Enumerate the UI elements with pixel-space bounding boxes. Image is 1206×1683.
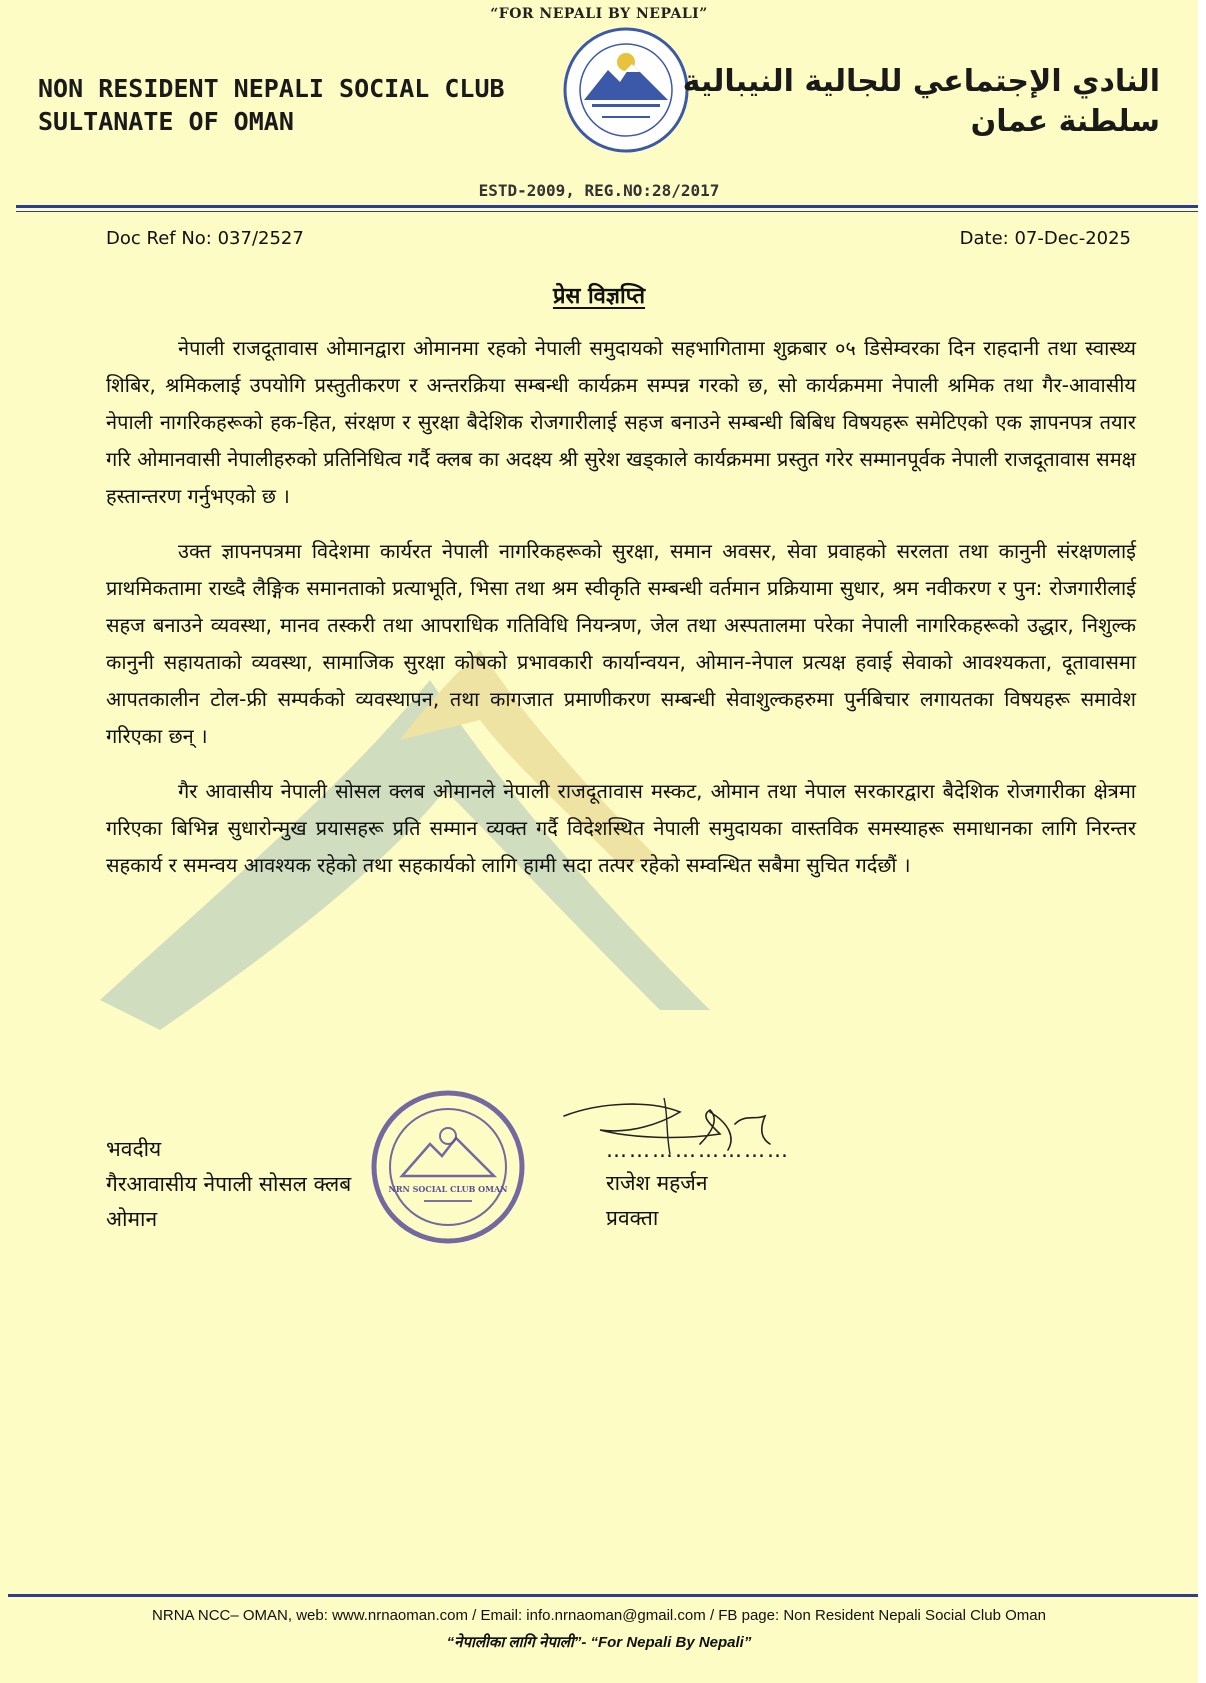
establishment-info: ESTD-2009, REG.NO:28/2017 [478, 181, 720, 200]
official-stamp-icon [368, 1088, 528, 1246]
org-name-arabic-line2: سلطنة عمان [970, 104, 1160, 139]
org-name-english-line1: NON RESIDENT NEPALI SOCIAL CLUB [38, 74, 505, 103]
top-slogan: “FOR NEPALI BY NEPALI” [490, 6, 708, 22]
meta-row [106, 228, 1131, 249]
org-name-english-line2: SULTANATE OF OMAN [38, 107, 294, 136]
body-paragraph-3: गैर आवासीय नेपाली सोसल क्लब ओमानले नेपाली राजदूतावास मस्कट, ओमान तथा नेपाल सरकारद्वारा बैदेशिक रोजगारीका क्षेत्रमा गरिएका बिभिन्न सुधारोन्मुख प्रयासहरू प्रति सम्मान व्यक्त गर्दै विदेशस्थित नेपाली समुदायका वास्तविक समस्याहरू समाधानका लागि निरन्तर सहकार्य र समन्वय आवश्यक रहेको तथा सहकार्यको लागि हामी सदा तत्पर रहेको सम्वन्धित सबैमा सुचित गर्दछौं । [106, 779, 1136, 877]
letter-body [106, 330, 1136, 902]
club-logo-icon [562, 26, 690, 154]
org-name-arabic-line1: النادي الإجتماعي للجالية النيبالية [682, 64, 1160, 99]
document-title [0, 280, 1198, 310]
header-divider [16, 205, 1198, 212]
footer-contact: NRNA NCC– OMAN, web: www.nrnaoman.com / Email: info.nrnaoman@gmail.com / FB page: Non Resident Nepali Social Club Oman [152, 1607, 1046, 1624]
stamp-text: NRN SOCIAL CLUB OMAN [388, 1184, 508, 1194]
footer-divider [8, 1594, 1198, 1597]
body-paragraph-2: उक्त ज्ञापनपत्रमा विदेशमा कार्यरत नेपाली नागरिकहरूको सुरक्षा, समान अवसर, सेवा प्रवाहको सरलता तथा कानुनी संरक्षणलाई प्राथमिकतामा राख्दै लैङ्गिक समानताको प्रत्याभूति, भिसा तथा श्रम स्वीकृति सम्बन्धी वर्तमान प्रक्रियामा सुधार, श्रम नवीकरण र पुन: रोजगारीलाई सहज बनाउने व्यवस्था, मानव तस्करी तथा आपराधिक गतिविधि नियन्त्रण, जेल तथा अस्पतालमा परेका नेपाली नागरिकहरूको उद्धार, निशुल्क कानुनी सहायताको व्यवस्था, सामाजिक सुरक्षा कोषको प्रभावकारी कार्यान्वयन, ओमान-नेपाल प्रत्यक्ष हवाई सेवाको आवश्यकता, दूतावासमा आपतकालीन टोल-फ्री सम्पर्कको व्यवस्थापन, तथा कागजात प्रमाणीकरण सम्बन्धी सेवाशुल्कहरुमा पुर्नबिचार लगायतका विषयहरू समावेश गरिएका छन् । [106, 539, 1136, 748]
closing-location: ओमान [106, 1207, 158, 1231]
closing-salutation: भवदीय [106, 1137, 162, 1161]
closing-block [106, 1132, 351, 1237]
org-name-english [38, 72, 505, 138]
signatory-name: राजेश महर्जन [606, 1171, 708, 1195]
closing-organization: गैरआवासीय नेपाली सोसल क्लब [106, 1172, 352, 1196]
signatory-designation: प्रवक्ता [606, 1206, 659, 1230]
org-name-arabic [683, 62, 1160, 142]
signature-dots: …………………… [606, 1138, 790, 1162]
body-paragraph-1: नेपाली राजदूतावास ओमानद्वारा ओमानमा रहको नेपाली समुदायको सहभागितामा शुक्रबार ०५ डिसेम्वरका दिन राहदानी तथा स्वास्थ्य शिबिर, श्रमिकलाई उपयोगि प्रस्तुतीकरण र अन्तरक्रिया सम्बन्धी कार्यक्रम सम्पन्न गरको छ, सो कार्यक्रममा नेपाली श्रमिक तथा गैर-आवासीय नेपाली नागरिकहरूको हक-हित, संरक्षण र सुरक्षा बैदेशिक रोजगारीलाई सहज बनाउने सम्बन्धी बिबिध विषयहरू समेटिएको एक ज्ञापनपत्र तयार गरि ओमानवासी नेपालीहरुको प्रतिनिधित्व गर्दै क्लब का अदक्ष्य श्री सुरेश खड्काले कार्यक्रममा प्रस्तुत गरेर सम्मानपूर्वक नेपाली राजदूतावास समक्ष हस्तान्तरण गर्नुभएको छ । [106, 336, 1136, 508]
document-title-text: प्रेस विज्ञप्ति [552, 284, 646, 309]
handwritten-signature-icon [560, 1094, 790, 1162]
doc-ref: Doc Ref No: 037/2527 [106, 228, 304, 249]
page-edge [1198, 0, 1206, 1683]
footer-slogan: “नेपालीका लागि नेपाली”- “For Nepali By Nepali” [446, 1634, 752, 1651]
doc-date: Date: 07-Dec-2025 [959, 228, 1131, 249]
